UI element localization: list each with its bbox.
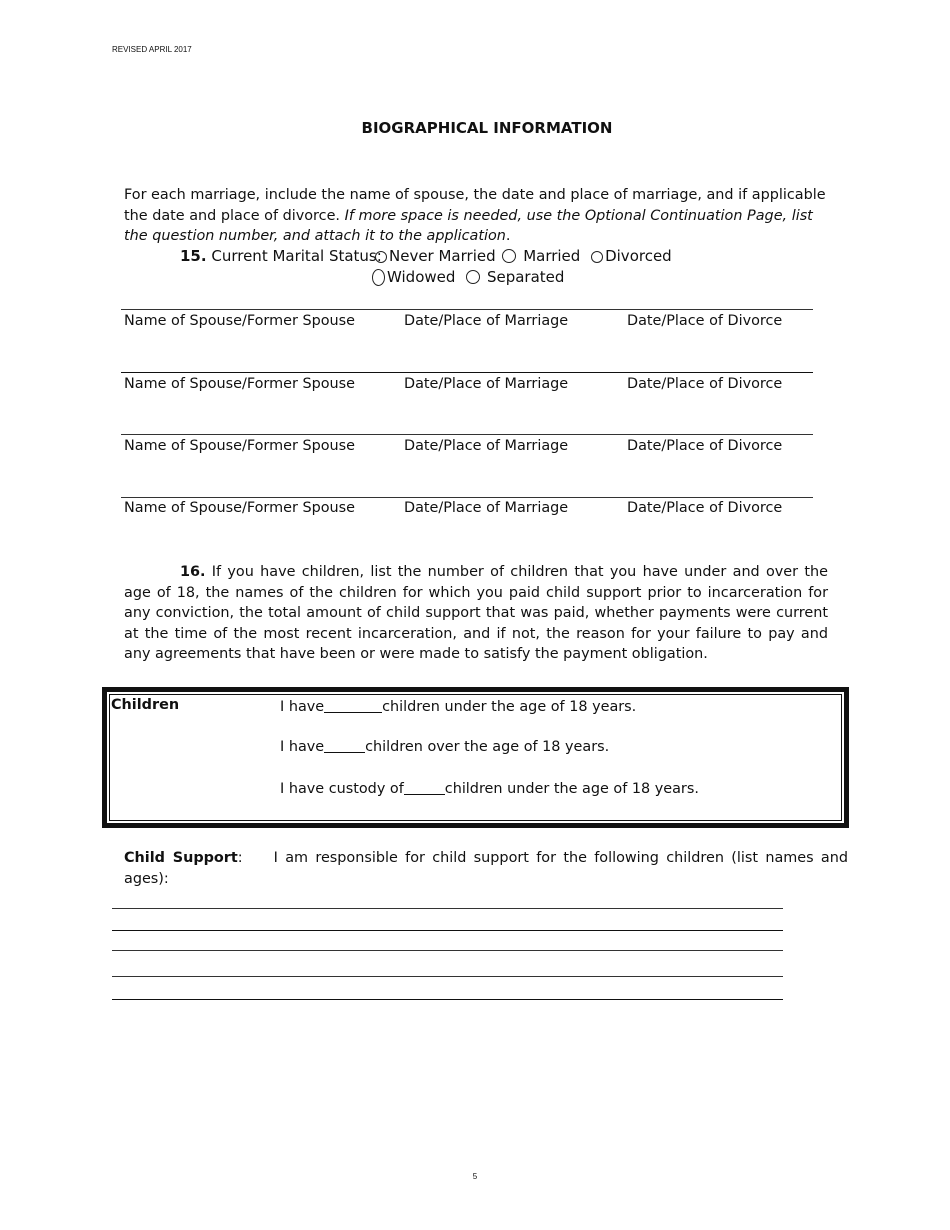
revision-date: REVISED APRIL 2017 — [112, 45, 192, 54]
child-support-answer-line[interactable] — [112, 908, 783, 909]
q16-paragraph — [124, 562, 828, 665]
spouse-name-field[interactable]: Name of Spouse/Former Spouse — [124, 438, 356, 454]
radio-circle-icon — [502, 249, 516, 263]
divorce-date-place-field[interactable]: Date/Place of Divorce — [627, 376, 783, 392]
children-heading: Children — [111, 697, 180, 713]
table-rule — [121, 372, 813, 373]
q15-label: Current Marital Status: — [211, 247, 382, 265]
table-rule — [121, 434, 813, 435]
children-under-18-line — [280, 698, 636, 715]
marriage-date-place-field[interactable]: Date/Place of Marriage — [404, 376, 569, 392]
child-support-colon: : — [237, 850, 243, 866]
child-support-answer-line[interactable] — [112, 999, 783, 1000]
custody-prefix: I have custody of — [280, 781, 404, 797]
children-under-18-suffix: children under the age of 18 years. — [382, 699, 637, 715]
spouse-name-field[interactable]: Name of Spouse/Former Spouse — [124, 500, 356, 516]
option-divorced-label: Divorced — [605, 247, 672, 265]
q16-number: 16. — [180, 564, 206, 580]
divorce-date-place-field[interactable]: Date/Place of Divorce — [627, 313, 783, 329]
radio-circle-icon — [372, 269, 385, 286]
option-married-label: Married — [523, 247, 581, 265]
radio-divorced[interactable] — [591, 247, 672, 265]
marriage-date-place-field[interactable]: Date/Place of Marriage — [404, 313, 569, 329]
intro-end: . — [505, 228, 511, 244]
intro-italic-text: If more space is needed, use the Optional Continuation Page, list the question number, and attach it to the application — [124, 207, 813, 244]
divorce-date-place-field[interactable]: Date/Place of Divorce — [627, 438, 783, 454]
children-over-18-prefix: I have — [280, 739, 325, 755]
child-support-text: I am responsible for child support for the following children (list names and ages): — [124, 850, 849, 887]
spouse-name-field[interactable]: Name of Spouse/Former Spouse — [124, 313, 356, 329]
q16-text: If you have children, list the number of children that you have under and over the age of 18, the names of the children for which you paid child support prior to incarceration for any conviction, the total amount of child support that was paid, whether payments were current at the time of the most recent incarceration, and if not, the reason for your failure to pay and any agreements that have been or were made to satisfy the payment obligation. — [124, 564, 828, 662]
child-support-answer-line[interactable] — [112, 976, 783, 977]
spouse-name-field[interactable]: Name of Spouse/Former Spouse — [124, 376, 356, 392]
page-title: BIOGRAPHICAL INFORMATION — [361, 119, 613, 137]
table-rule — [121, 309, 813, 310]
marriage-date-place-field[interactable]: Date/Place of Marriage — [404, 438, 569, 454]
children-over-18-blank[interactable] — [324, 738, 365, 753]
radio-widowed[interactable] — [372, 268, 455, 286]
custody-blank[interactable] — [404, 780, 445, 795]
child-support-paragraph — [124, 848, 848, 890]
radio-never-married[interactable] — [375, 247, 496, 265]
child-support-answer-line[interactable] — [112, 930, 783, 931]
table-rule — [121, 497, 813, 498]
children-over-18-line — [280, 738, 609, 755]
marriage-date-place-field[interactable]: Date/Place of Marriage — [404, 500, 569, 516]
q15-number: 15. — [180, 247, 207, 265]
option-never-married-label: Never Married — [389, 247, 496, 265]
child-support-answer-line[interactable] — [112, 950, 783, 951]
children-under-18-blank[interactable] — [324, 698, 382, 713]
custody-suffix: children under the age of 18 years. — [444, 781, 699, 797]
marital-options-row-2 — [372, 268, 564, 286]
radio-circle-icon — [375, 251, 387, 263]
page-number: 5 — [472, 1172, 478, 1181]
marital-options-row-1 — [375, 247, 672, 265]
radio-circle-icon — [466, 270, 480, 284]
option-separated-label: Separated — [486, 268, 565, 286]
radio-married[interactable] — [502, 247, 580, 265]
children-over-18-suffix: children over the age of 18 years. — [365, 739, 610, 755]
marital-status-row-1 — [180, 247, 382, 265]
intro-text: For each marriage, include the name of spouse, the date and place of marriage, and if applicable the date and place of divorce. — [124, 187, 826, 224]
children-under-18-prefix: I have — [280, 699, 325, 715]
option-widowed-label: Widowed — [387, 268, 456, 286]
custody-line — [280, 780, 699, 797]
radio-separated[interactable] — [466, 268, 564, 286]
radio-circle-icon — [591, 251, 603, 263]
intro-paragraph — [124, 185, 828, 247]
child-support-label: Child Support — [124, 850, 238, 866]
divorce-date-place-field[interactable]: Date/Place of Divorce — [627, 500, 783, 516]
